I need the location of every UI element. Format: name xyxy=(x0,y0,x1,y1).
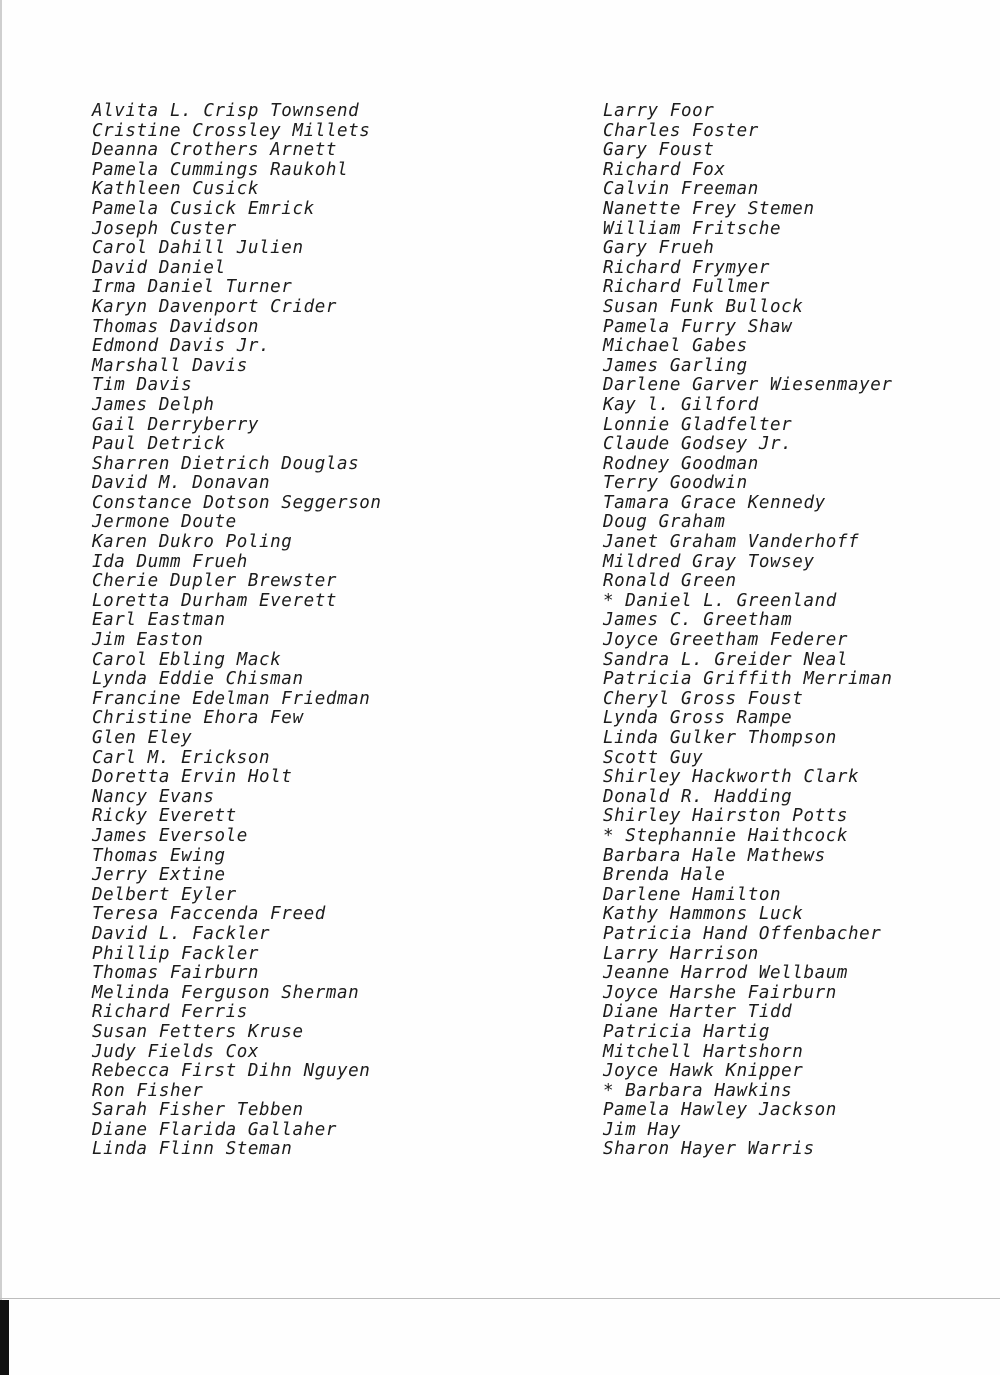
name-entry: David M. Donavan xyxy=(92,473,271,494)
name-entry: Ronald Green xyxy=(603,571,737,592)
name-entry: Earl Eastman xyxy=(92,610,226,631)
name-entry: William Fritsche xyxy=(603,218,782,239)
name-entry: Shirley Hackworth Clark xyxy=(603,767,860,788)
name-entry: Loretta Durham Everett xyxy=(92,590,337,611)
name-list-right xyxy=(603,102,893,1160)
name-entry: Linda Gulker Thompson xyxy=(603,728,837,748)
name-entry: David L. Fackler xyxy=(92,923,271,944)
name-entry: Richard Fullmer xyxy=(603,277,771,298)
name-entry: Constance Dotson Seggerson xyxy=(92,492,382,513)
name-list-left xyxy=(92,102,382,1160)
name-entry: Alvita L. Crisp Townsend xyxy=(92,101,360,121)
name-entry: Diane Harter Tidd xyxy=(603,1002,793,1023)
name-entry: Pamela Cummings Raukohl xyxy=(92,159,349,180)
name-entry: * Daniel L. Greenland xyxy=(603,590,837,611)
name-entry: Richard Fox xyxy=(603,159,726,180)
name-entry: Richard Frymyer xyxy=(603,257,771,278)
name-entry: Lonnie Gladfelter xyxy=(603,414,793,435)
name-entry: Larry Harrison xyxy=(603,943,759,964)
name-entry: Rodney Goodman xyxy=(603,453,759,474)
name-entry: James Eversole xyxy=(92,825,248,846)
name-entry: Karyn Davenport Crider xyxy=(92,296,337,317)
name-entry: Christine Ehora Few xyxy=(92,708,304,729)
name-entry: Pamela Furry Shaw xyxy=(603,316,793,337)
name-entry: Nanette Frey Stemen xyxy=(603,198,815,219)
name-entry: Scott Guy xyxy=(603,747,704,768)
name-entry: Calvin Freeman xyxy=(603,179,759,200)
name-entry: Carol Dahill Julien xyxy=(92,238,304,259)
name-entry: Carol Ebling Mack xyxy=(92,649,282,670)
name-entry: Francine Edelman Friedman xyxy=(92,688,371,709)
name-entry: Pamela Hawley Jackson xyxy=(603,1100,837,1121)
name-entry: Doug Graham xyxy=(603,512,726,533)
name-entry: Irma Daniel Turner xyxy=(92,277,293,298)
name-entry: Cherie Dupler Brewster xyxy=(92,571,337,592)
name-entry: Mildred Gray Towsey xyxy=(603,551,815,572)
name-entry: Joseph Custer xyxy=(92,218,237,239)
name-entry: Claude Godsey Jr. xyxy=(603,434,793,455)
name-entry: Ida Dumm Frueh xyxy=(92,551,248,572)
name-entry: Thomas Davidson xyxy=(92,316,260,337)
name-entry: Terry Goodwin xyxy=(603,473,748,494)
scan-bottom-edge xyxy=(0,1298,1000,1299)
name-entry: James Delph xyxy=(92,394,215,415)
name-entry: Gary Frueh xyxy=(603,238,715,259)
name-entry: Nancy Evans xyxy=(92,786,215,807)
scan-border-bar xyxy=(0,1300,9,1375)
name-entry: Jim Hay xyxy=(603,1119,681,1140)
name-entry: Paul Detrick xyxy=(92,434,226,455)
name-entry: Shirley Hairston Potts xyxy=(603,806,848,827)
name-entry: Ricky Everett xyxy=(92,806,237,827)
name-entry: Linda Flinn Steman xyxy=(92,1139,293,1160)
name-entry: * Stephannie Haithcock xyxy=(603,825,848,846)
name-entry: Sarah Fisher Tebben xyxy=(92,1100,304,1121)
name-entry: Diane Flarida Gallaher xyxy=(92,1119,337,1140)
name-entry: Janet Graham Vanderhoff xyxy=(603,532,860,553)
name-entry: Darlene Hamilton xyxy=(603,884,782,905)
name-entry: Doretta Ervin Holt xyxy=(92,767,293,788)
name-entry: Joyce Harshe Fairburn xyxy=(603,982,837,1003)
name-entry: Glen Eley xyxy=(92,728,193,748)
name-entry: Joyce Hawk Knipper xyxy=(603,1061,804,1082)
name-entry: James C. Greetham xyxy=(603,610,793,631)
name-entry: Gail Derryberry xyxy=(92,414,260,435)
name-entry: Delbert Eyler xyxy=(92,884,237,905)
name-entry: Richard Ferris xyxy=(92,1002,248,1023)
name-entry: * Barbara Hawkins xyxy=(603,1080,793,1101)
name-entry: Melinda Ferguson Sherman xyxy=(92,982,360,1003)
name-entry: Kathy Hammons Luck xyxy=(603,904,804,925)
name-entry: Sharren Dietrich Douglas xyxy=(92,453,360,474)
name-entry: Tim Davis xyxy=(92,375,193,396)
name-entry: Rebecca First Dihn Nguyen xyxy=(92,1061,371,1082)
name-entry: Donald R. Hadding xyxy=(603,786,793,807)
name-entry: Deanna Crothers Arnett xyxy=(92,140,337,161)
name-entry: Judy Fields Cox xyxy=(92,1041,260,1062)
name-entry: Jim Easton xyxy=(92,630,204,651)
name-entry: Sandra L. Greider Neal xyxy=(603,649,848,670)
name-entry: Larry Foor xyxy=(603,101,715,121)
name-entry: Joyce Greetham Federer xyxy=(603,630,848,651)
name-entry: Michael Gabes xyxy=(603,336,748,357)
name-entry: Susan Funk Bullock xyxy=(603,296,804,317)
name-entry: Kathleen Cusick xyxy=(92,179,260,200)
name-entry: Barbara Hale Mathews xyxy=(603,845,826,866)
name-entry: Darlene Garver Wiesenmayer xyxy=(603,375,893,396)
name-entry: Mitchell Hartshorn xyxy=(603,1041,804,1062)
name-entry: Cheryl Gross Foust xyxy=(603,688,804,709)
name-entry: Brenda Hale xyxy=(603,865,726,886)
name-entry: Carl M. Erickson xyxy=(92,747,271,768)
name-entry: Pamela Cusick Emrick xyxy=(92,198,315,219)
name-entry: Lynda Gross Rampe xyxy=(603,708,793,729)
name-entry: Phillip Fackler xyxy=(92,943,260,964)
name-entry: Gary Foust xyxy=(603,140,715,161)
name-entry: Susan Fetters Kruse xyxy=(92,1021,304,1042)
name-entry: David Daniel xyxy=(92,257,226,278)
name-entry: Edmond Davis Jr. xyxy=(92,336,271,357)
name-entry: James Garling xyxy=(603,355,748,376)
name-entry: Kay l. Gilford xyxy=(603,394,759,415)
name-entry: Jerry Extine xyxy=(92,865,226,886)
name-entry: Thomas Fairburn xyxy=(92,963,260,984)
name-entry: Jermone Doute xyxy=(92,512,237,533)
name-entry: Cristine Crossley Millets xyxy=(92,120,371,141)
name-entry: Patricia Griffith Merriman xyxy=(603,669,893,690)
name-entry: Patricia Hartig xyxy=(603,1021,771,1042)
name-entry: Teresa Faccenda Freed xyxy=(92,904,326,925)
name-entry: Lynda Eddie Chisman xyxy=(92,669,304,690)
name-entry: Thomas Ewing xyxy=(92,845,226,866)
name-entry: Marshall Davis xyxy=(92,355,248,376)
name-entry: Charles Foster xyxy=(603,120,759,141)
name-entry: Ron Fisher xyxy=(92,1080,204,1101)
name-entry: Karen Dukro Poling xyxy=(92,532,293,553)
scan-left-edge xyxy=(0,0,2,1300)
name-entry: Patricia Hand Offenbacher xyxy=(603,923,882,944)
name-entry: Tamara Grace Kennedy xyxy=(603,492,826,513)
name-entry: Jeanne Harrod Wellbaum xyxy=(603,963,848,984)
name-entry: Sharon Hayer Warris xyxy=(603,1139,815,1160)
